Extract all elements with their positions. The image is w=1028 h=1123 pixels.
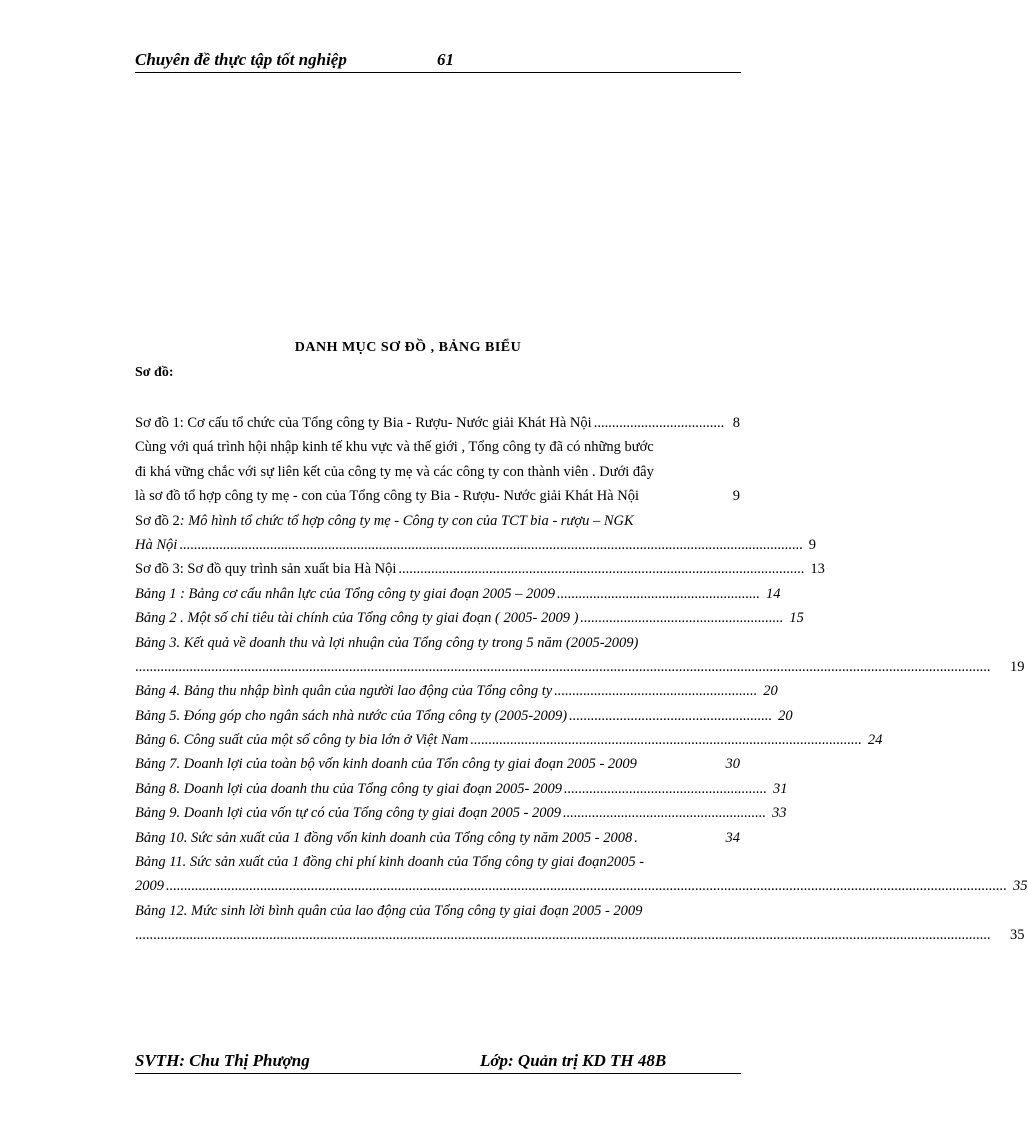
toc-entry-text: Sơ đồ 3: Sơ đồ quy trình sản xuất bia Hà Nội	[135, 561, 397, 578]
toc-entry-page: 24	[867, 732, 883, 749]
toc-entry-text: Bảng 7. Doanh lợi của toàn bộ vốn kinh doanh của Tổn công ty giai đoạn 2005 - 2009	[135, 756, 637, 773]
toc-entry-text: Hà Nội	[135, 536, 178, 553]
leader-dots: ............................................................................................................................................................................................................................................	[135, 927, 991, 944]
footer-student: SVTH: Chu Thị Phượng	[135, 1051, 310, 1070]
toc-entry[interactable]	[135, 557, 825, 581]
toc-entry-page: 34	[725, 829, 740, 846]
table-of-figures	[135, 411, 1028, 948]
toc-entry-continuation[interactable]	[135, 655, 1025, 679]
header-page-number: 61	[437, 50, 454, 69]
toc-entry[interactable]: Bảng 12. Mức sinh lời bình quân của lao động của Tổng công ty giai đoạn 2005 - 2009	[135, 902, 643, 919]
toc-paragraph-line: Cùng với quá trình hội nhập kinh tế khu vực và thế giới , Tổng công ty đã có những bước	[135, 439, 654, 456]
leader-dots: ............................................................................................................................................................................	[179, 536, 803, 553]
toc-entry-page: 15	[789, 610, 804, 627]
toc-entry-text: 2009	[135, 878, 164, 895]
toc-entry-text: Bảng 2 . Một số chỉ tiêu tài chính của Tổng công ty giai đoạn ( 2005- 2009 )	[135, 610, 579, 627]
toc-entry[interactable]	[135, 509, 740, 533]
toc-entry-page: 14	[765, 585, 781, 602]
toc-entry-text: Bảng 1 : Bảng cơ cấu nhân lực của Tổng công ty giai đoạn 2005 – 2009	[135, 585, 555, 602]
toc-entry-continuation[interactable]	[135, 874, 1028, 898]
toc-entry-continuation[interactable]	[135, 923, 1025, 947]
toc-entry-page: 8	[732, 415, 740, 431]
toc-entry-prefix: Sơ đồ 2	[135, 512, 180, 529]
page-header	[135, 50, 741, 73]
toc-entry[interactable]	[135, 752, 740, 776]
toc-entry[interactable]	[135, 777, 788, 801]
page-title: DANH MỤC SƠ ĐỒ , BẢNG BIỂU	[294, 340, 522, 355]
toc-entry-page: 9	[732, 488, 740, 505]
leader-dots: ........................................................	[580, 610, 784, 627]
toc-entry[interactable]	[135, 679, 778, 703]
leader-dots: ............................................................................................................................................................................................................................................	[135, 658, 991, 675]
toc-entry-text: Bảng 4. Bảng thu nhập bình quân của người lao động của Tổng công ty	[135, 683, 553, 700]
leader-dots: ........................................................	[563, 805, 767, 822]
toc-entry[interactable]	[135, 582, 781, 606]
leader-dots: ............................................................................................................	[470, 732, 862, 749]
leader-dots: ........................................................	[554, 683, 758, 700]
toc-entry[interactable]	[135, 728, 883, 752]
leader-dots: ................................................................................................................	[398, 561, 805, 578]
toc-entry-continuation[interactable]	[135, 533, 817, 557]
toc-entry[interactable]: Bảng 11. Sức sản xuất của 1 đồng chi phí kinh doanh của Tổng công ty giai đoạn2005 -	[135, 854, 645, 871]
leader-dots: .	[634, 829, 638, 846]
toc-entry-text: : Mô hình tổ chức tổ hợp công ty mẹ - Công ty con của TCT bia - rượu – NGK	[179, 512, 634, 529]
leader-dots: ........................................................	[564, 780, 767, 797]
toc-entry[interactable]	[135, 704, 793, 728]
toc-paragraph-line: đi khá vững chắc với sự liên kết của công ty mẹ và các công ty con thành viên . Dưới đây	[135, 463, 654, 480]
toc-entry-page: 33	[772, 805, 787, 822]
toc-entry-page: 19	[1010, 658, 1025, 675]
toc-entry[interactable]	[135, 606, 804, 630]
toc-entry[interactable]	[135, 411, 740, 435]
toc-entry-page: 30	[725, 756, 740, 773]
toc-entry-text: Bảng 10. Sức sản xuất của 1 đồng vốn kinh doanh của Tổng công ty năm 2005 - 2008	[135, 829, 633, 846]
toc-entry-page: 20	[763, 683, 778, 700]
section-label: Sơ đồ:	[135, 365, 174, 380]
toc-entry[interactable]	[135, 826, 740, 850]
toc-entry-text: Bảng 6. Công suất của một số công ty bia lớn ở Việt Nam	[135, 732, 469, 749]
footer-class: Lớp: Quản trị KD TH 48B	[480, 1051, 667, 1070]
page-footer	[135, 1051, 741, 1074]
toc-entry-text: Bảng 5. Đóng góp cho ngân sách nhà nước của Tổng công ty (2005-2009)	[135, 707, 568, 724]
toc-entry-page: 13	[810, 561, 825, 578]
toc-entry-text: Bảng 8. Doanh lợi của doanh thu của Tổng công ty giai đoạn 2005- 2009	[135, 780, 562, 797]
leader-dots: ........................................................	[556, 585, 760, 602]
toc-entry-page: 31	[773, 780, 788, 797]
toc-entry-page: 35	[1013, 878, 1028, 895]
toc-entry[interactable]	[135, 484, 740, 508]
toc-entry-text: là sơ đồ tổ hợp công ty mẹ - con của Tổng công ty Bia - Rượu- Nước giải Khát Hà Nội	[135, 488, 639, 505]
leader-dots: ........................................................	[569, 707, 773, 724]
toc-entry-page: 9	[808, 536, 817, 553]
toc-entry-text: Bảng 9. Doanh lợi của vốn tự có của Tổng công ty giai đoạn 2005 - 2009	[135, 805, 562, 822]
toc-entry[interactable]: Bảng 3. Kết quả về doanh thu và lợi nhuận của Tổng công ty trong 5 năm (2005-2009)	[135, 634, 639, 651]
toc-entry[interactable]	[135, 801, 787, 825]
toc-entry-page: 35	[1010, 927, 1025, 944]
leader-dots: ........................................................................................................................................................................................................................................	[166, 878, 1007, 895]
leader-dots: ....................................	[593, 415, 725, 431]
header-title: Chuyên đề thực tập tốt nghiệp	[135, 50, 347, 69]
toc-entry-text: Sơ đồ 1: Cơ cấu tổ chức của Tổng công ty Bia - Rượu- Nước giải Khát Hà Nội	[135, 415, 592, 431]
toc-entry-page: 20	[778, 707, 793, 724]
